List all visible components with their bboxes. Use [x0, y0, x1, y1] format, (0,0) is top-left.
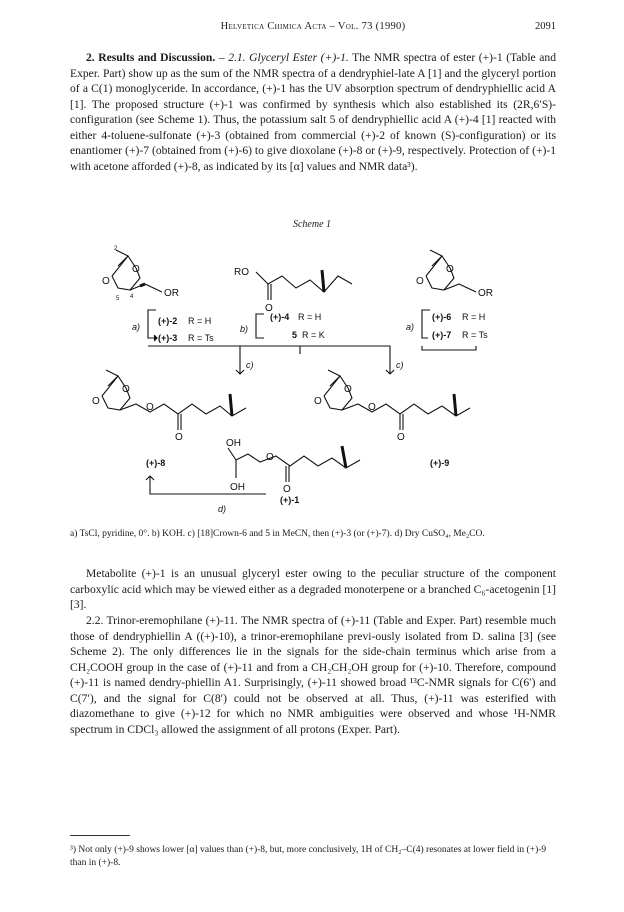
running-header — [70, 21, 556, 35]
section-title: 2. Results and Discussion. — [86, 51, 216, 64]
structure-product-9 — [324, 370, 470, 430]
svg-text:O: O — [132, 264, 140, 275]
compound-3: (+)-3 — [158, 333, 178, 343]
compound-3-r: R = Ts — [188, 333, 214, 343]
trinor-paragraph: 2.2. Trinor-eremophilane (+)-11. The NMR spectra of (+)-11 (Table and Exper. Part) resemble much those of dendryphiellin A ((+)-10), a trinor-eremophilane previ-ously isolated from D. salina [3] (see Scheme 2). The only differences lie in the signals for the side-chain terminus which arise from a CH₂COOH group in the case of (+)-11 and from a CH₂CH₂OH group for (+)-10. Therefore, compound (+)-11 is named dendry-phiellin A1. Surprisingly, (+)-11 showed broad ¹³C-NMR signals for C(6′) and C(7′), and the signal for C(8′) could not be observed at all. Thus, (+)-11 was esterified with diazomethane to give (+)-12 for which no NMR ambiguities were observed and whose ¹H-NMR spectrum in CDCl₃ allowed the assignment of all protons (Exper. Part). — [70, 614, 556, 736]
svg-text:O: O — [397, 432, 405, 443]
page-number: 2091 — [535, 21, 556, 32]
compound-1: (+)-1 — [280, 495, 300, 505]
compound-5-r: R = K — [302, 330, 325, 340]
svg-text:2: 2 — [114, 246, 118, 252]
structure-dendryphiellic-acid — [256, 270, 352, 300]
svg-text:5: 5 — [116, 296, 120, 302]
svg-text:OH: OH — [226, 438, 241, 449]
compound-5: 5 — [292, 330, 298, 340]
footnote: ³) Not only (+)-9 shows lower [α] values than (+)-8, but, more conclusively, 1H of CH₂–C(4) resonates at lower field in (+)-9 than in (+)-8. — [70, 845, 547, 868]
step-c-right: c) — [396, 360, 404, 370]
svg-text:O: O — [416, 276, 424, 287]
svg-text:O: O — [92, 396, 100, 407]
svg-text:OR: OR — [164, 288, 179, 299]
svg-text:O: O — [146, 402, 154, 413]
step-b: b) — [240, 324, 249, 334]
journal-title: Helvetica Chimica Acta – Vol. 73 (1990) — [220, 21, 406, 32]
svg-text:OR: OR — [478, 288, 493, 299]
structure-product-8 — [102, 370, 246, 430]
compound-8: (+)-8 — [146, 458, 166, 468]
step-a-right: a) — [406, 322, 415, 332]
results-text: The NMR spectra of ester (+)-1 (Table and Exper. Part) show up as the sum of the NMR spectra of a dendryphiel-late A [1] and the glyceryl portion of a C(1) monoglyceride. In accordance, (+)-1 has the UV absorption spectrum of dendryphiellic acid A [1]. The proposed structure (+)-1 was confirmed by synthesis which also established its (2R,6′S)-configuration (see Scheme 1). Thus, the potassium salt 5 of dendryphiellic acid A (+)-4 [1] reacted with either 4-toluene-sulfonate (+)-3 (obtained from commercial (+)-2 of known (S)-configuration) or its enantiomer (+)-7 (obtained from (+)-6) to give dioxolane (+)-8 or (+)-9, respectively. Protection of (+)-1 with acetone afforded (+)-8, as indicated by its [α] values and NMR data³). — [70, 51, 556, 173]
results-paragraph — [70, 50, 556, 174]
svg-text:O: O — [314, 396, 322, 407]
svg-text:O: O — [344, 384, 352, 395]
scheme-1-diagram — [70, 228, 556, 524]
svg-text:O: O — [175, 432, 183, 443]
step-c-left: c) — [246, 360, 254, 370]
compound-2: (+)-2 — [158, 316, 178, 326]
scheme-caption: Scheme 1 — [292, 219, 332, 230]
compound-2-r: R = H — [188, 316, 212, 326]
compound-7-r: R = Ts — [462, 330, 488, 340]
svg-text:RO: RO — [234, 267, 249, 278]
svg-text:OH: OH — [230, 482, 245, 493]
compound-4-r: R = H — [298, 312, 322, 322]
svg-text:4: 4 — [130, 294, 134, 300]
step-a-left: a) — [132, 322, 141, 332]
footnote-rule — [70, 835, 130, 836]
metabolite-paragraph: Metabolite (+)-1 is an unusual glyceryl ester owing to the peculiar structure of the component carboxylic acid which may be viewed either as a degraded monoterpene or a branched C₆-acetogenin [1] [3]. — [70, 567, 556, 611]
step-d: d) — [218, 504, 227, 514]
svg-text:O: O — [122, 384, 130, 395]
svg-text:O: O — [266, 452, 274, 463]
svg-text:O: O — [102, 276, 110, 287]
svg-text:O: O — [283, 484, 291, 495]
scheme-legend: a) TsCl, pyridine, 0°. b) KOH. c) [18]Crown-6 and 5 in MeCN, then (+)-3 (or (+)-7). d) Dry CuSO₄, Me₂CO. — [70, 529, 485, 539]
svg-text:O: O — [446, 264, 454, 275]
svg-text:O: O — [368, 402, 376, 413]
svg-text:O: O — [265, 303, 273, 314]
compound-6: (+)-6 — [432, 312, 452, 322]
compound-6-r: R = H — [462, 312, 486, 322]
compound-4: (+)-4 — [270, 312, 290, 322]
subsection-title: – 2.1. Glyceryl Ester (+)-1. — [218, 51, 349, 64]
structure-glyceryl-ester-1 — [228, 446, 360, 482]
compound-7: (+)-7 — [432, 330, 452, 340]
compound-9: (+)-9 — [430, 458, 450, 468]
